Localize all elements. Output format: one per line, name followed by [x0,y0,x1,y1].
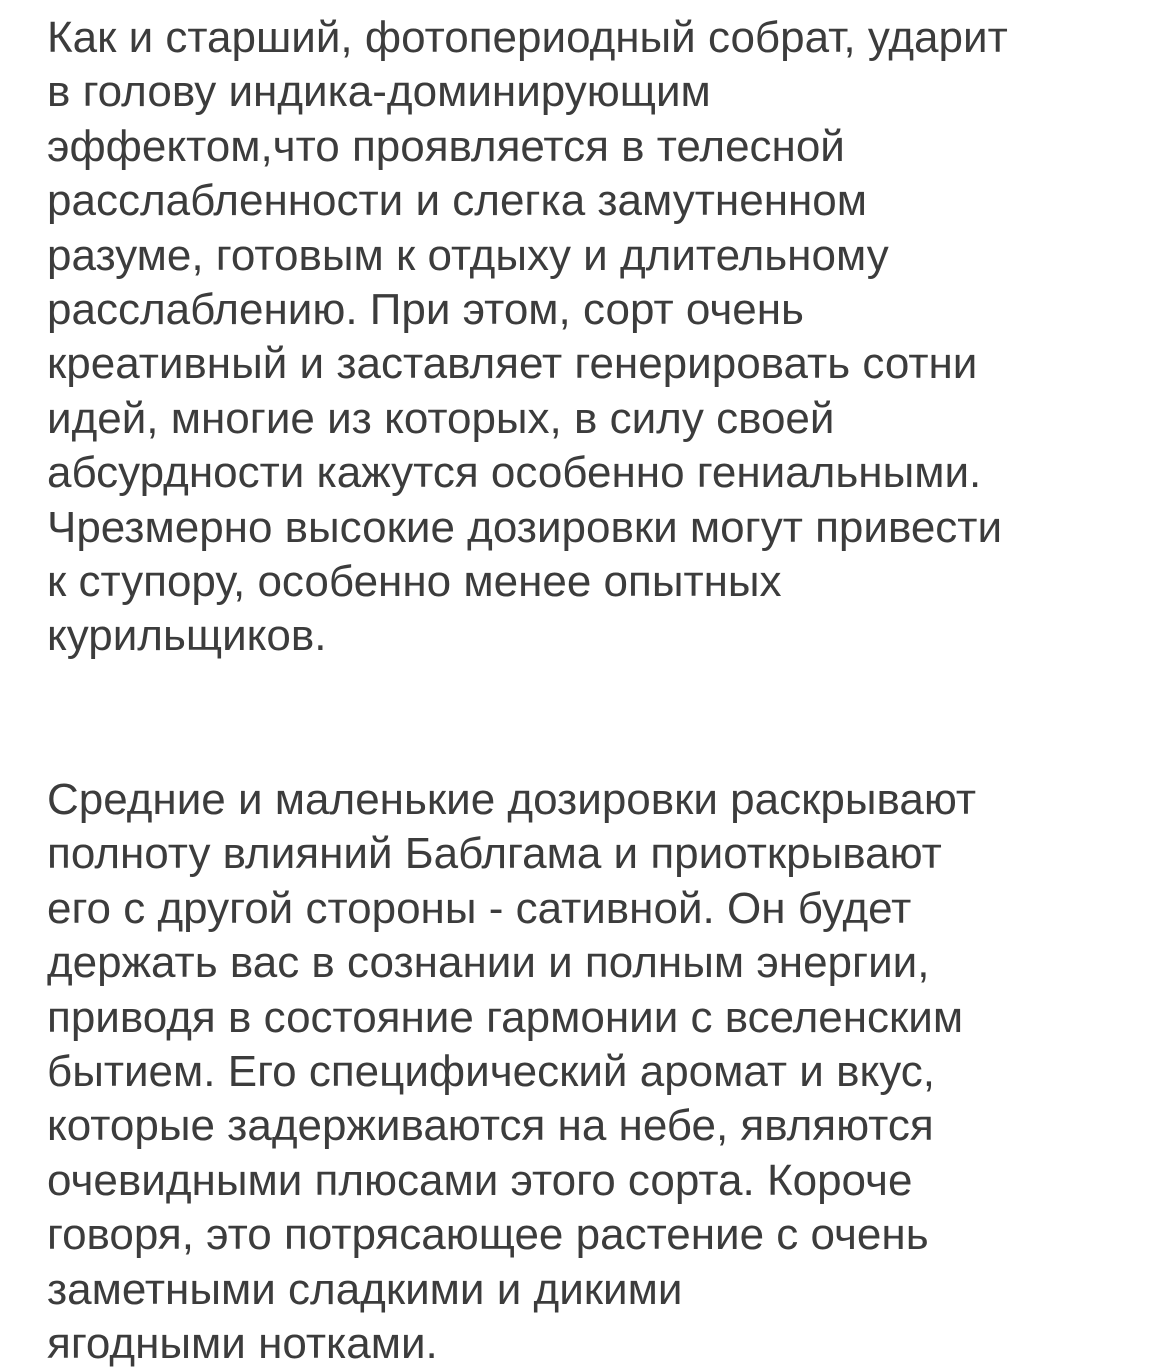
text-line: полноту влияний Баблгама и приоткрывают [47,829,942,879]
text-line: Средние и маленькие дозировки раскрывают [47,774,977,824]
text-line: которые задерживаются на небе, являются [47,1101,934,1151]
text-line: бытием. Его специфический аромат и вкус, [47,1046,935,1096]
text-line: идей, многие из которых, в силу своей [47,393,835,443]
paragraph-dosage [47,773,1147,1371]
text-line: к ступору, особенно менее опытных [47,557,782,607]
text-line: приводя в состояние гармонии с вселенским [47,992,964,1042]
text-line: абсурдности кажутся особенно гениальными. [47,448,982,498]
text-line: его с другой стороны - сативной. Он будет [47,883,912,933]
text-line: разуме, готовым к отдыху и длительному [47,230,889,280]
text-line: расслабленности и слегка замутненном [47,176,868,226]
text-line: Как и старший, фотопериодный собрат, ударит [47,13,1008,62]
text-line: Чрезмерно высокие дозировки могут привести [47,502,1003,552]
text-line: ягодными нотками. [47,1318,438,1368]
text-line: расслаблению. При этом, сорт очень [47,285,804,335]
text-line: говоря, это потрясающее растение с очень [47,1210,929,1260]
text-line: очевидными плюсами этого сорта. Короче [47,1155,913,1205]
paragraph-effects [47,11,1147,664]
text-line: в голову индика-доминирующим [47,67,711,117]
document-body [47,11,1147,1371]
paragraph-spacer [47,664,1147,773]
text-line: курильщиков. [47,611,327,661]
text-line: эффектом,что проявляется в телесной [47,121,845,171]
text-line: заметными сладкими и дикими [47,1264,683,1314]
text-line: держать вас в сознании и полным энергии, [47,938,930,988]
text-line: креативный и заставляет генерировать сотни [47,339,978,389]
